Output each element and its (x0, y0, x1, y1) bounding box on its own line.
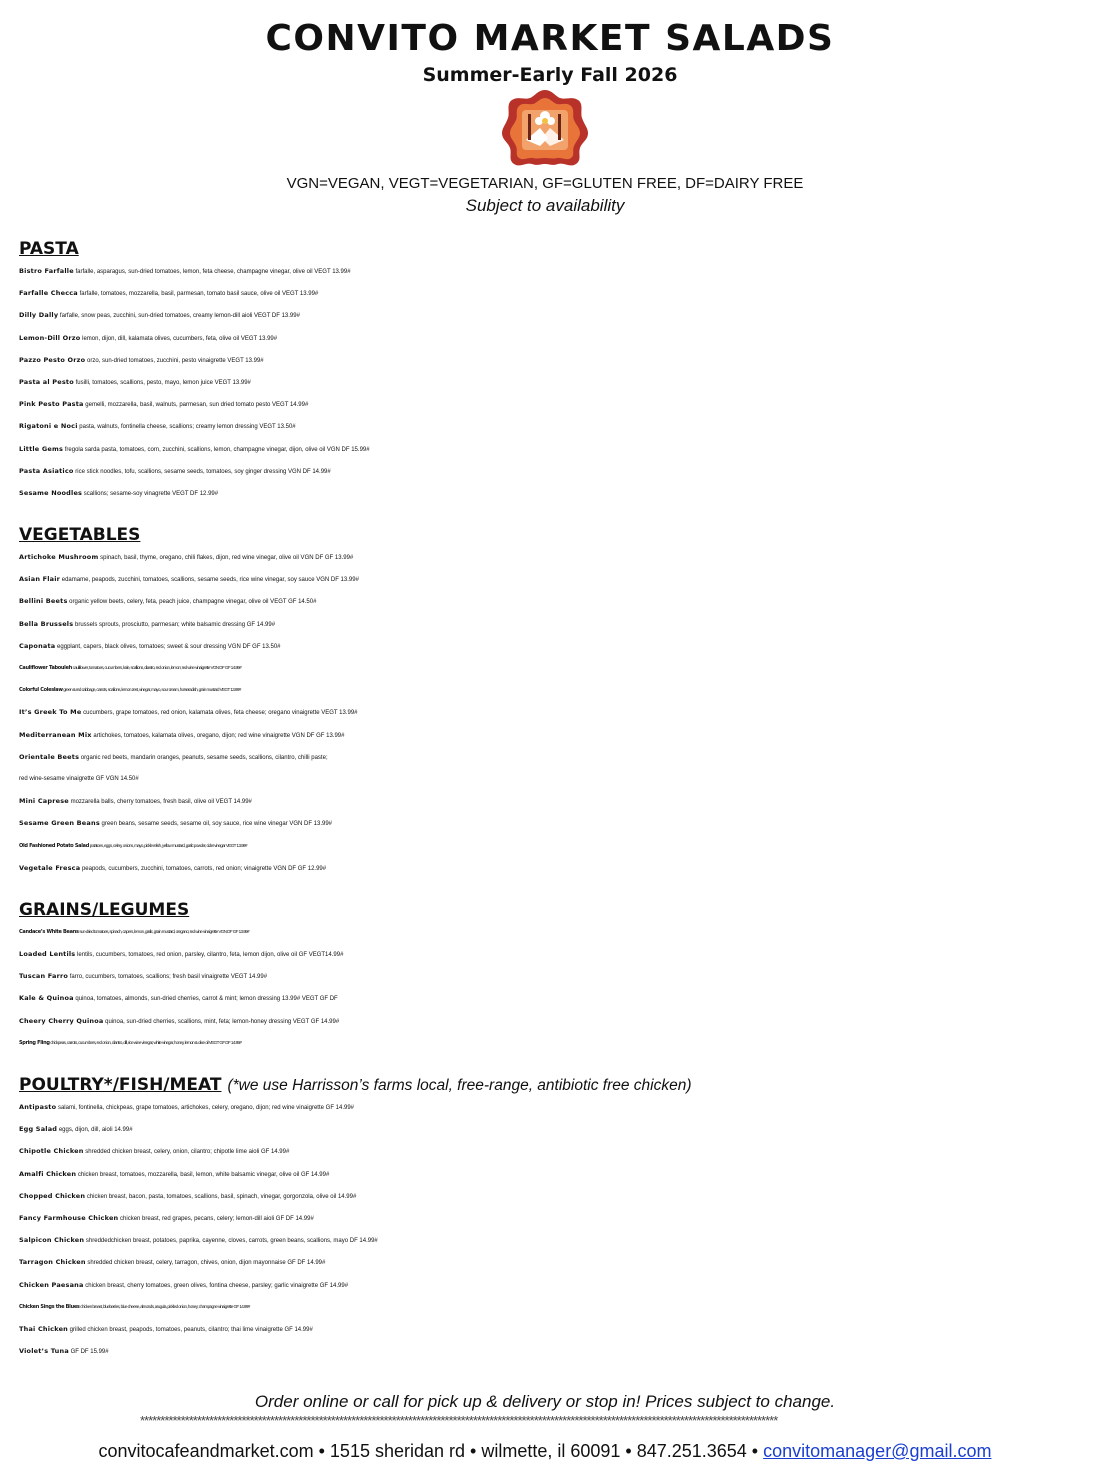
menu-item (19, 371, 1089, 393)
item-name: Sesame Noodles (19, 488, 83, 497)
item-name: Mediterranean Mix (19, 730, 92, 739)
item-description: edamame, peapods, zucchini, tomatoes, scallions, sesame seeds, rice wine vinegar, soy sauce VGN DF 13.99# (60, 577, 359, 584)
menu-item (19, 546, 1089, 568)
menu-item (19, 415, 1089, 437)
item-description: chicken breast, bacon, pasta, tomatoes, scallions, basil, spinach, vinegar, gorgonzola, olive oil 14.99# (85, 1193, 357, 1200)
contact-line (0, 1441, 1090, 1462)
item-description: orzo, sun-dried tomatoes, zucchini, pesto vinaigrette VEGT 13.99# (85, 357, 264, 364)
menu-item (19, 746, 1089, 768)
email-link[interactable]: convitomanager@gmail.com (763, 1441, 992, 1461)
item-name: Dilly Dally (19, 311, 59, 320)
item-name: Bella Brussels (19, 619, 74, 628)
menu-item (19, 1118, 1089, 1140)
menu-title: CONVITO MARKET SALADS (265, 18, 835, 59)
item-description: farfalle, snow peas, zucchini, sun-dried tomatoes, creamy lemon-dill aioli VEGT DF 13.99# (58, 313, 300, 320)
item-name: Cheery Cherry Quinoa (19, 1016, 104, 1025)
item-name: Fancy Farmhouse Chicken (19, 1213, 119, 1222)
availability-note: Subject to availability (465, 196, 625, 215)
item-name: Colorful Coleslaw (19, 687, 63, 694)
item-description: cucumbers, grape tomatoes, red onion, kalamata olives, feta cheese; oregano vinaigrette VEGT 13.99# (81, 710, 358, 717)
item-description: shredded chicken breast, celery, tarragon, chives, onion, dijon mayonnaise GF DF 14.99# (85, 1260, 326, 1267)
item-name: Rigatoni e Noci (19, 422, 78, 431)
menu-item (19, 613, 1089, 635)
item-name: Antipasto (19, 1103, 57, 1111)
item-description: shredded chicken breast, celery, onion, cilantro; chipotle lime aioli GF 14.99# (83, 1149, 290, 1156)
item-description: quinoa, tomatoes, almonds, sun-dried cherries, carrot & mint; lemon dressing 13.99# VEGT GF DF (73, 996, 338, 1003)
item-name: Spring Fling (19, 1039, 50, 1046)
item-description: salami, fontinella, chickpeas, grape tomatoes, artichokes, celery, oregano, dijon; red wine vinaigrette GF 14.99# (56, 1105, 354, 1111)
item-name: Pasta al Pesto (19, 377, 74, 386)
item-description: gemelli, mozzarella, basil, walnuts, parmesan, sun dried tomato pesto VEGT 14.99# (83, 402, 309, 409)
menu-section (19, 238, 1089, 504)
item-description: eggplant, capers, black olives, tomatoes; sweet & sour dressing VGN DF GF 13.50# (55, 643, 281, 650)
item-name: Asian Flair (19, 575, 61, 584)
item-description: green & red cabbage, carrots, scallions, lemon zest, vinegar, mayo, sour cream, horseradish, grain mustard VEGT 13.99# (62, 687, 241, 693)
item-name: Pazzo Pesto Orzo (19, 355, 86, 364)
section-heading-text: GRAINS/LEGUMES (19, 899, 190, 920)
order-note: Order online or call for pick up & delivery or stop in! Prices subject to change. (254, 1392, 836, 1411)
item-name: Old Fashioned Potato Salad (19, 842, 90, 849)
item-name: Chicken Paesana (19, 1280, 84, 1289)
menu-item (19, 724, 1089, 746)
item-description: shreddedchicken breast, potatoes, paprika, cayenne, cloves, carrots, green beans, scallions, mayo DF 14.99# (84, 1238, 378, 1245)
item-name: Caponata (19, 641, 56, 650)
menu-item (19, 812, 1089, 834)
item-name: Egg Salad (19, 1125, 58, 1134)
menu-item (19, 1340, 1089, 1362)
item-description: fregola sarda pasta, tomatoes, corn, zucchini, scallions, lemon, champagne vinegar, dijon, olive oil VGN DF 15.99# (63, 446, 370, 453)
item-name: Salpicon Chicken (19, 1236, 85, 1245)
dietary-key: VGN=VEGAN, VEGT=VEGETARIAN, GF=GLUTEN FREE, DF=DAIRY FREE (286, 175, 804, 192)
item-description: mozzarella balls, cherry tomatoes, fresh basil, olive oil VEGT 14.99# (68, 799, 252, 806)
menu-item (19, 482, 1089, 504)
menu-item (19, 282, 1089, 304)
menu-item (19, 921, 1089, 943)
menu-item (19, 1096, 1089, 1118)
item-name: Chopped Chicken (19, 1191, 86, 1200)
menu-section (19, 899, 1089, 1054)
item-description: organic red beets, mandarin oranges, peanuts, sesame seeds, scallions, cilantro, chilli paste; (79, 754, 328, 761)
item-description: eggs, dijon, dill, aioli 14.99# (57, 1127, 133, 1134)
section-heading (19, 899, 1089, 921)
item-description: cauliflower, tomatoes, cucumbers, kale, scallions, cilantro, red onion, lemon; red wine vinaigrette VGN DF GF 14.99# (71, 665, 242, 670)
item-name: Pasta Asiatico (19, 466, 74, 475)
item-description: fusilli, tomatoes, scallions, pesto, mayo, lemon juice VEGT 13.99# (73, 379, 251, 386)
menu-item (19, 790, 1089, 812)
item-name: Bellini Beets (19, 597, 68, 606)
menu-item (19, 679, 1089, 701)
menu-item (19, 460, 1089, 482)
menu-sections (19, 238, 1089, 1362)
menu-item (19, 1032, 1089, 1054)
section-note: (*we use Harrisson’s farms local, free-range, antibiotic free chicken) (227, 1077, 692, 1094)
item-description: sun-dried tomatoes, spinach, capers, lemon, garlic, grain mustard, oregano; red wine vinaigrette VGN DF GF 13.99# (78, 928, 250, 934)
menu-item (19, 1207, 1089, 1229)
item-name: Tarragon Chicken (19, 1258, 86, 1267)
item-name: Orientale Beets (19, 752, 80, 761)
section-heading (19, 524, 1089, 546)
item-description: GF DF 15.99# (68, 1349, 109, 1356)
menu-item (19, 1140, 1089, 1162)
menu-item (19, 568, 1089, 590)
item-description: lemon, dijon, dill, kalamata olives, cucumbers, feta, olive oil VEGT 13.99# (80, 335, 278, 342)
item-name: Sesame Green Beans (19, 819, 100, 828)
item-name: Lemon-Dill Orzo (19, 333, 81, 342)
item-description: potatoes, eggs, celery, onions, mayo, pickle relish, yellow mustard, garlic powder, cider vinegar VEGT 13.99# (89, 842, 247, 848)
item-name: Candace’s White Beans (19, 928, 79, 935)
item-description: chicken breast, red grapes, pecans, celery; lemon-dill aioli GF DF 14.99# (118, 1215, 314, 1222)
item-description: quinoa, sun-dried cherries, scallions, mint, feta; lemon-honey dressing VEGT GF 14.99# (103, 1018, 340, 1025)
section-heading (19, 238, 1089, 260)
item-description: red wine-sesame vinaigrette GF VGN 14.50# (19, 775, 139, 782)
menu-item (19, 635, 1089, 657)
item-description: farro, cucumbers, tomatoes, scallions; fresh basil vinaigrette VEGT 14.99# (68, 974, 268, 981)
item-name: Chipotle Chicken (19, 1147, 84, 1156)
item-name: Vegetale Fresca (19, 863, 81, 872)
item-description: spinach, basil, thyme, oregano, chili flakes, dijon, red wine vinegar, olive oil VGN DF GF 13.99# (98, 555, 354, 562)
item-name: Tuscan Farro (19, 972, 69, 981)
item-description: chicken breast, cherry tomatoes, green olives, fontina cheese, parsley; garlic vinaigrette GF 14.99# (83, 1282, 349, 1289)
item-name: Amalfi Chicken (19, 1169, 77, 1178)
menu-item (19, 260, 1089, 282)
item-name: Thai Chicken (19, 1324, 69, 1333)
item-name: Chicken Sings the Blues (19, 1303, 80, 1310)
item-name: Violet’s Tuna (19, 1347, 69, 1356)
item-description: artichokes, tomatoes, kalamata olives, oregano, dijon; red wine vinaigrette VGN DF GF 13.99# (91, 732, 345, 739)
section-heading-text: VEGETABLES (19, 525, 141, 546)
menu-item (19, 768, 1089, 790)
item-description: organic yellow beets, celery, feta, peach juice, champagne vinegar, olive oil VEGT GF 14.50# (67, 599, 317, 606)
item-description: green beans, sesame seeds, sesame oil, soy sauce, rice wine vinegar VGN DF 13.99# (99, 821, 333, 828)
menu-item (19, 857, 1089, 879)
menu-item (19, 1163, 1089, 1185)
item-description: scallions; sesame-soy vinagrette VEGT DF 12.99# (82, 490, 219, 497)
menu-item (19, 1251, 1089, 1273)
item-description: lentils, cucumbers, tomatoes, red onion, parsley, cilantro, feta, lemon dijon, olive oil GF VEGT14.99# (75, 952, 344, 959)
item-name: Mini Caprese (19, 797, 69, 806)
menu-section (19, 524, 1089, 879)
contact-info: convitocafeandmarket.com • 1515 sheridan rd • wilmette, il 60091 • 847.251.3654 • (98, 1441, 764, 1461)
item-description: chickpeas, carrots, cucumbers, red onion, cilantro, dill, rice wine vinegar, white vinegar, honey, lemon & olive oil VEGT GF DF 14.99# (49, 1039, 242, 1045)
section-heading (19, 1074, 1089, 1096)
menu-item (19, 657, 1089, 679)
item-description: chicken breast, blueberries, blue cheese, almonds, arugula, pickled onion, honey; champagne vinaigrette GF 14.99# (79, 1303, 250, 1309)
item-description: farfalle, asparagus, sun-dried tomatoes, lemon, feta cheese, champagne vinegar, olive oil VEGT 13.99# (73, 269, 351, 275)
menu-item (19, 1185, 1089, 1207)
menu-item (19, 701, 1089, 723)
item-description: chicken breast, tomatoes, mozzarella, basil, lemon, white balsamic vinegar, olive oil GF 14.99# (76, 1171, 330, 1178)
item-description: brussels sprouts, prosciutto, parmesan; white balsamic dressing GF 14.99# (73, 621, 276, 628)
menu-item (19, 438, 1089, 460)
menu-item (19, 1010, 1089, 1032)
menu-item (19, 304, 1089, 326)
item-name: Little Gems (19, 444, 64, 453)
menu-subtitle: Summer-Early Fall 2026 (422, 64, 678, 86)
menu-item (19, 1274, 1089, 1296)
convito-logo-icon (500, 88, 590, 166)
item-description: peapods, cucumbers, zucchini, tomatoes, carrots, red onion; vinaigrette VGN DF GF 12.99# (80, 865, 327, 872)
item-description: pasta, walnuts, fontinella cheese, scallions; creamy lemon dressing VEGT 13.50# (77, 424, 296, 431)
menu-item (19, 835, 1089, 857)
menu-item (19, 965, 1089, 987)
item-name: Cauliflower Tabouleh (19, 665, 72, 671)
menu-item (19, 393, 1089, 415)
item-name: Bistro Farfalle (19, 267, 74, 275)
item-description: grilled chicken breast, peapods, tomatoes, peanuts, cilantro; thai lime vinaigrette GF 14.99# (68, 1326, 313, 1333)
menu-item (19, 1296, 1089, 1318)
item-name: Artichoke Mushroom (19, 553, 99, 562)
item-name: It’s Greek To Me (19, 708, 82, 717)
menu-item (19, 327, 1089, 349)
menu-item (19, 943, 1089, 965)
item-description: farfalle, tomatoes, mozzarella, basil, parmesan, tomato basil sauce, olive oil VEGT 13.99# (77, 291, 319, 298)
menu-item (19, 349, 1089, 371)
item-name: Kale & Quinoa (19, 994, 74, 1003)
menu-item (19, 987, 1089, 1009)
menu-item (19, 590, 1089, 612)
menu-section (19, 1074, 1089, 1362)
menu-item (19, 1229, 1089, 1251)
section-heading-text: PASTA (19, 239, 79, 259)
item-name: Loaded Lentils (19, 950, 76, 959)
section-heading-text: POULTRY*/FISH/MEAT (19, 1075, 222, 1095)
item-name: Pink Pesto Pasta (19, 400, 84, 409)
divider: ************************************************************************************************************************************************************* (140, 1413, 778, 1428)
item-name: Farfalle Checca (19, 289, 78, 298)
menu-item (19, 1318, 1089, 1340)
item-description: rice stick noodles, tofu, scallions, sesame seeds, tomatoes, soy ginger dressing VGN DF 14.99# (73, 468, 331, 475)
